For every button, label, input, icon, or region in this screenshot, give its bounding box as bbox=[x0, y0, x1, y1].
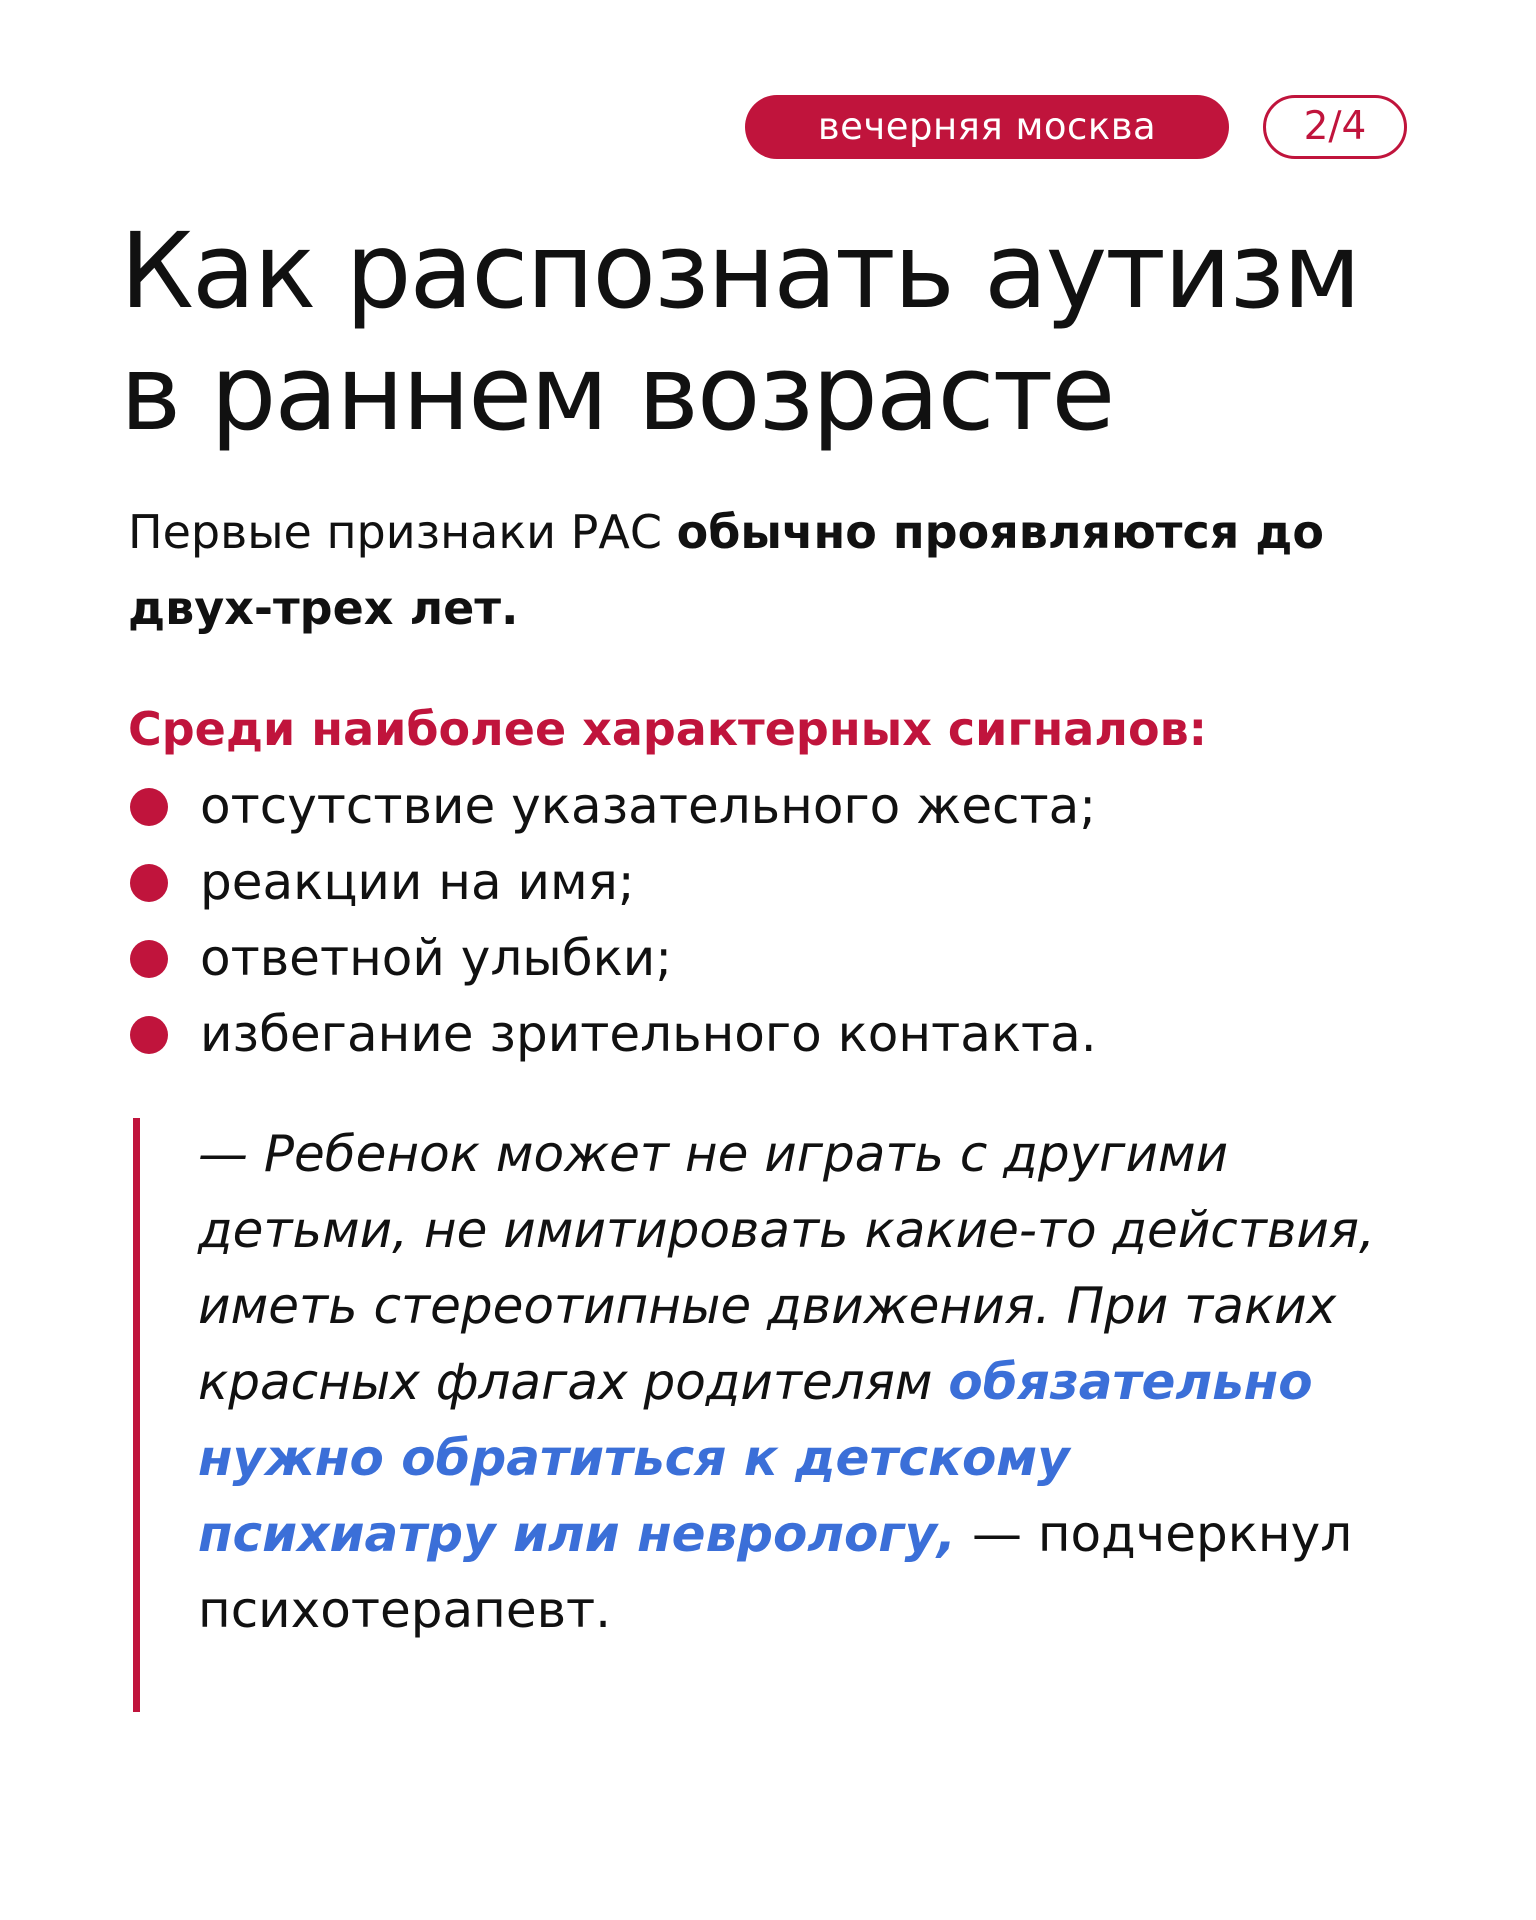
lead-regular-text: Первые признаки РАС bbox=[128, 505, 677, 559]
bullet-dot-icon bbox=[130, 864, 168, 902]
list-item bbox=[128, 768, 1428, 844]
quote-accent-bar bbox=[133, 1118, 140, 1712]
list-item-text: отсутствие указательного жеста; bbox=[200, 777, 1097, 835]
list-item-text: ответной улыбки; bbox=[200, 929, 673, 987]
list-item-text: реакции на имя; bbox=[200, 853, 635, 911]
bullet-dot-icon bbox=[130, 788, 168, 826]
list-item bbox=[128, 996, 1428, 1072]
title-line-1: Как распознать аутизм bbox=[120, 210, 1360, 332]
page-counter: 2/4 bbox=[1263, 95, 1407, 159]
signals-heading: Среди наиболее характерных сигналов: bbox=[128, 702, 1208, 756]
expert-quote bbox=[198, 1116, 1378, 1648]
quote-highlight-text: обязательно нужно обратиться к детскому психиатру или неврологу, bbox=[198, 1353, 1313, 1563]
page-title bbox=[120, 210, 1480, 454]
list-item bbox=[128, 844, 1428, 920]
lead-bold-text: обычно проявляются до двух-трех лет. bbox=[128, 505, 1325, 635]
lead-paragraph bbox=[128, 494, 1328, 646]
quote-italic-text: — Ребенок может не играть с другими детьми, не имитировать какие-то действия, иметь стереотипные движения. При таких красных флагах родителям bbox=[198, 1125, 1375, 1411]
bullet-dot-icon bbox=[130, 1016, 168, 1054]
bullet-dot-icon bbox=[130, 940, 168, 978]
brand-logo-badge: вечерняя москва bbox=[745, 95, 1229, 159]
signals-list bbox=[128, 768, 1428, 1072]
title-line-2: в раннем возрасте bbox=[120, 332, 1114, 454]
list-item-text: избегание зрительного контакта. bbox=[200, 1005, 1097, 1063]
quote-attribution: — подчеркнул психотерапевт. bbox=[198, 1505, 1353, 1639]
list-item bbox=[128, 920, 1428, 996]
